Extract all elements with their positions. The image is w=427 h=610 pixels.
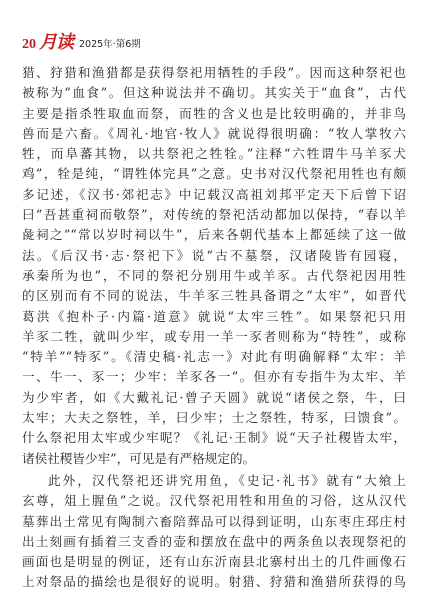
text-line: 羊豕二牲，就叫少牢，或专用一羊一豕者则称为“特牲”，或称: [22, 328, 406, 344]
paragraph: [22, 471, 406, 593]
text-line: 鸡”，牷是纯，“谓牲体完具”之意。史书对汉代祭祀用牲也有颇: [22, 166, 406, 182]
page-number: 20: [22, 37, 36, 52]
text-line: 承秦所为也”，不同的祭祀分别用牛或羊豕。古代祭祀因用牲: [22, 267, 406, 283]
text-line: 牲，而阜蕃其物，以共祭祀之牲牷。”注释“六牲谓牛马羊豕犬: [22, 146, 406, 162]
text-line: “特羊”“特豕”。《清史稿·礼志一》对此有明确解释“太牢：羊: [22, 349, 406, 365]
text-line: 出土刻画有插着三支香的壶和摆放在盘中的两条鱼以表现祭祀的: [22, 533, 406, 549]
text-line: 诸侯社稷皆少牢”，可见是有严格规定的。: [22, 450, 256, 466]
text-line: 被称为“血食”。但这种说法并不确切。其实关于“血食”，古代: [22, 85, 406, 101]
text-line: 法。《后汉书·志·祭祀下》说“古不墓祭，汉诸陵皆有园寝，: [22, 247, 406, 263]
text-line: 的区别而有不同的说法，牛羊豕三牲具备谓之“太牢”，如晋代: [22, 288, 406, 304]
paragraph: [22, 63, 406, 469]
text-line: 什么祭祀用太牢或少牢呢？《礼记·王制》说“天子社稷皆太牢，: [22, 430, 406, 446]
text-line: 主要是指杀牲取血而祭，而牲的含义也是比较明确的，并非鸟: [22, 105, 406, 121]
text-line: 曰“吾甚重祠而敬祭”，对传统的祭祀活动都加以保持，“春以羊: [22, 207, 406, 223]
text-line: 玄尊，俎上腥鱼”之说。汉代祭祀用牲和用鱼的习俗，这从汉代: [22, 493, 406, 509]
text-line: 多记述，《汉书·郊祀志》中记载汉高祖刘邦平定天下后曾下诏: [22, 186, 406, 202]
text-line: 为少牢者，如《大戴礼记·曾子天圆》就说“诸侯之祭，牛，曰: [22, 389, 406, 405]
text-line: 猎、狩猎和渔猎都是获得祭祀用牺牲的手段”。因而这种祭祀也: [22, 65, 406, 80]
text-line: 一、牛一、豕一；少牢：羊豕各一”。但亦有专指牛为太牢、羊: [22, 369, 406, 385]
text-line: 彘祠之”“常以岁时祠以牛”，后来各朝代基本上都延续了这一做: [22, 227, 406, 243]
text-line: 此外，汉代祭祀还讲究用鱼，《史记·礼书》就有“大飨上: [48, 472, 406, 488]
text-line: 葛洪《抱朴子·内篇·道意》就说“太牢三牲”。如果祭祀只用: [22, 308, 406, 324]
page-header: [22, 33, 141, 53]
text-line: 上对祭品的描绘也是很好的说明。射猎、狩猎和渔猎所获得的鸟: [22, 574, 406, 590]
text-line: 兽而是六畜。《周礼·地官·牧人》就说得很明确：“牧人掌牧六: [22, 125, 406, 141]
text-line: 墓葬出土常见有陶制六畜陪葬品可以得到证明，山东枣庄邳庄村: [22, 513, 406, 529]
text-line: 画面也是明显的例证，还有山东沂南县北寨村出土的几件画像石: [22, 554, 406, 570]
issue-label: 2025年·第6期: [79, 39, 141, 50]
text-line: 太牢；大夫之祭牲，羊，曰少牢；士之祭牲，特豕，曰馈食”。: [22, 410, 406, 426]
magazine-logo: 月读: [39, 32, 73, 53]
article-body: [22, 63, 406, 593]
